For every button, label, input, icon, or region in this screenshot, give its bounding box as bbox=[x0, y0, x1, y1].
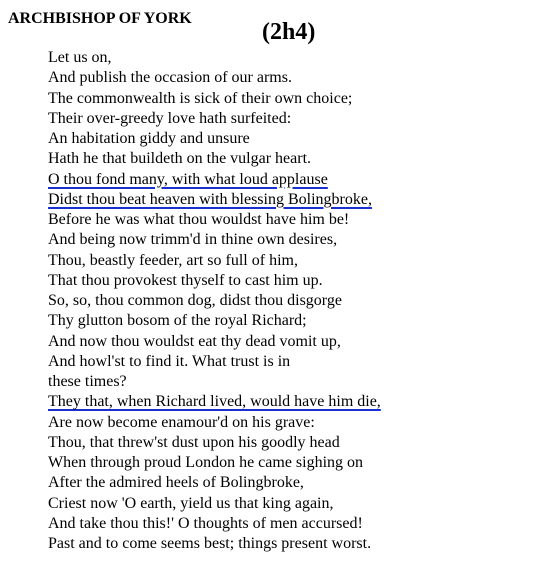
verse-line: And publish the occasion of our arms. bbox=[48, 69, 292, 87]
verse-line: That thou provokest thyself to cast him up. bbox=[48, 271, 323, 289]
verse-line: Thy glutton bosom of the royal Richard; bbox=[48, 312, 307, 330]
verse-line: When through proud London he came sighing on bbox=[48, 454, 364, 471]
verse-line: Are now become enamour'd on his grave: bbox=[48, 413, 315, 431]
verse-line: An habitation giddy and unsure bbox=[48, 130, 250, 147]
verse-line: And take thou this!' O thoughts of men accursed! bbox=[48, 514, 363, 532]
verse-line: Thou, beastly feeder, art so full of him, bbox=[48, 251, 298, 269]
verse-line: these times? bbox=[48, 373, 127, 390]
verse-line: And now thou wouldst eat thy dead vomit up, bbox=[48, 332, 341, 350]
verse-passage bbox=[48, 48, 381, 554]
verse-line: Their over-greedy love hath surfeited: bbox=[48, 109, 292, 127]
speaker-name: ARCHBISHOP OF YORK bbox=[8, 10, 192, 27]
verse-line: Thou, that threw'st dust upon his goodly head bbox=[48, 433, 340, 451]
verse-line-underlined: O thou fond many, with what loud applause bbox=[48, 170, 328, 188]
verse-line: Hath he that buildeth on the vulgar heart. bbox=[48, 150, 312, 168]
verse-line: And being now trimm'd in thine own desires, bbox=[48, 231, 338, 249]
verse-line: The commonwealth is sick of their own choice; bbox=[48, 89, 353, 107]
verse-line: And howl'st to find it. What trust is in bbox=[48, 352, 291, 370]
verse-line: Criest now 'O earth, yield us that king again, bbox=[48, 494, 334, 512]
verse-line-underlined: Didst thou beat heaven with blessing Bolingbroke, bbox=[48, 190, 372, 208]
scene-reference: (2h4) bbox=[262, 19, 316, 45]
verse-line: Before he was what thou wouldst have him be! bbox=[48, 211, 350, 228]
verse-line: So, so, thou common dog, didst thou disgorge bbox=[48, 292, 342, 309]
verse-line: Let us on, bbox=[48, 49, 112, 66]
verse-line: Past and to come seems best; things present worst. bbox=[48, 535, 372, 552]
verse-line: After the admired heels of Bolingbroke, bbox=[48, 474, 304, 492]
verse-line-underlined: They that, when Richard lived, would have him die, bbox=[48, 393, 381, 411]
